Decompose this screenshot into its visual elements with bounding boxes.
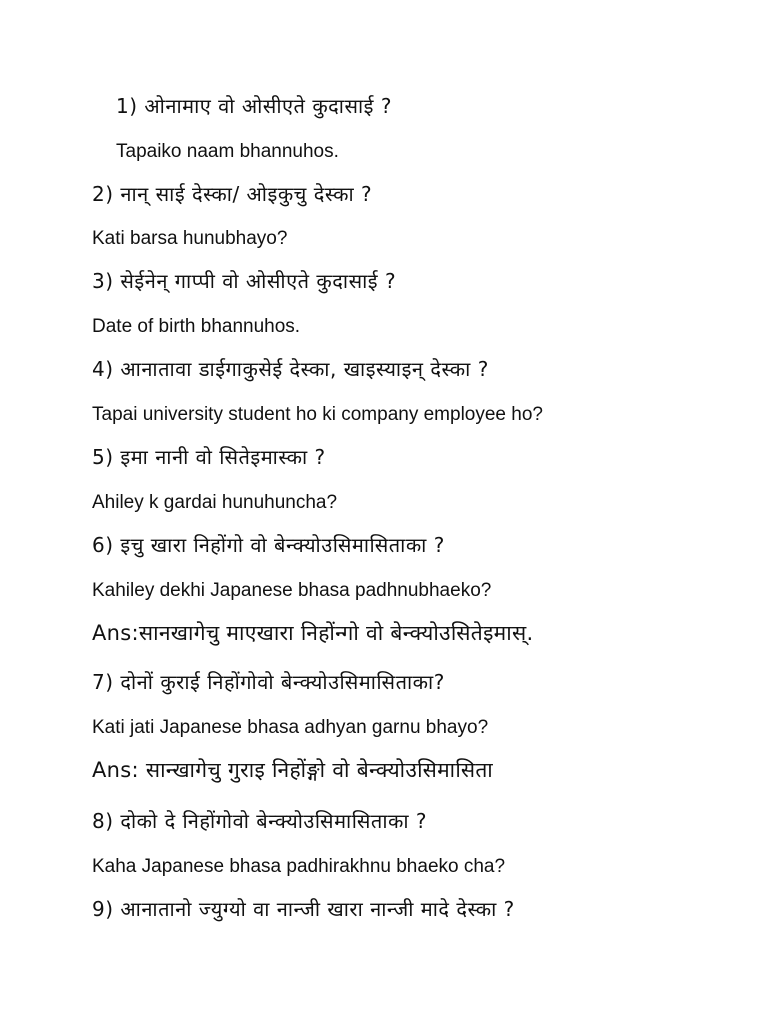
translation-6: Kahiley dekhi Japanese bhasa padhnubhaeko? xyxy=(92,580,492,601)
question-6: 6) इचु खारा निहोंगो वो बेन्क्योउसिमासिताका ? xyxy=(92,533,445,557)
question-4: 4) आनातावा डाईगाकुसेई देस्का, खाइस्याइन् देस्का ? xyxy=(92,357,489,381)
translation-5: Ahiley k gardai hunuhuncha? xyxy=(92,492,338,513)
question-2: 2) नान् साई देस्का/ ओइकुचु देस्का ? xyxy=(92,182,373,206)
translation-2: Kati barsa hunubhayo? xyxy=(92,228,288,249)
translation-1: Tapaiko naam bhannuhos. xyxy=(116,141,339,162)
translation-7: Kati jati Japanese bhasa adhyan garnu bhayo? xyxy=(92,717,489,738)
question-3: 3) सेईनेन् गाप्पी वो ओसीएते कुदासाई ? xyxy=(92,269,397,293)
translation-8: Kaha Japanese bhasa padhirakhnu bhaeko cha? xyxy=(92,856,506,877)
translation-3: Date of birth bhannuhos. xyxy=(92,316,301,337)
question-1: 1) ओनामाए वो ओसीएते कुदासाई ? xyxy=(116,94,392,118)
question-5: 5) इमा नानी वो सितेइमास्का ? xyxy=(92,445,326,469)
question-8: 8) दोको दे निहोंगोवो बेन्क्योउसिमासिताका ? xyxy=(92,809,428,833)
question-7: 7) दोनों कुराई निहोंगोवो बेन्क्योउसिमासिताका? xyxy=(92,670,445,694)
translation-4: Tapai university student ho ki company employee ho? xyxy=(92,404,543,425)
question-9: 9) आनातानो ज्युग्यो वा नान्जी खारा नान्जी मादे देस्का ? xyxy=(92,897,515,921)
answer-6: Ans:सानखागेचु माएखारा निहोंन्गो वो बेन्क्योउसितेइमास्. xyxy=(92,621,534,645)
answer-7: Ans: सान्खागेचु गुराइ निहोंङ्गो वो बेन्क्योउसिमासिता xyxy=(92,758,494,782)
